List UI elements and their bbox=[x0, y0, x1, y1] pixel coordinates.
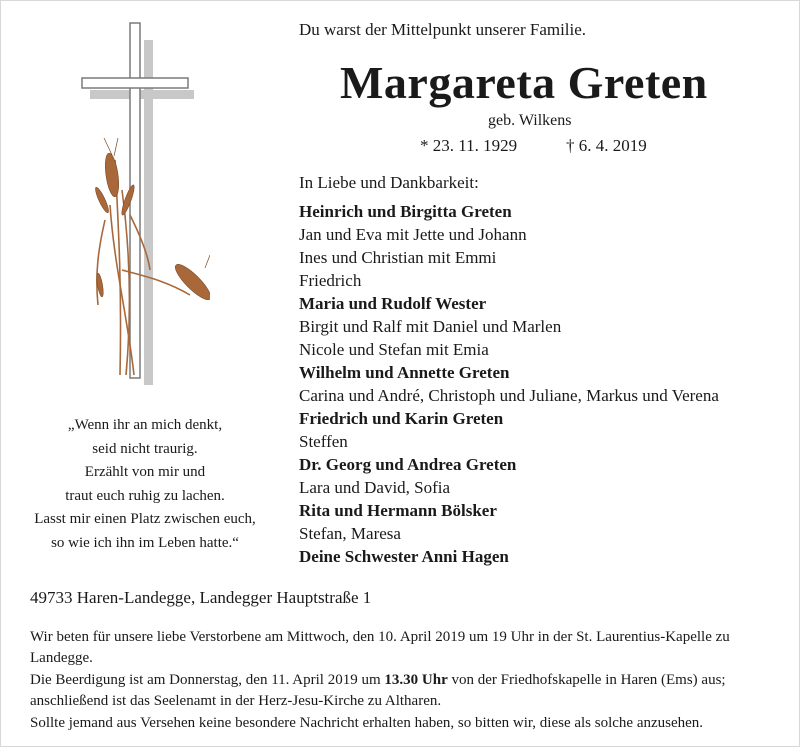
mourner-line: Ines und Christian mit Emmi bbox=[299, 248, 497, 267]
birth-date: * 23. 11. 1929 bbox=[420, 136, 518, 155]
poem bbox=[10, 414, 280, 555]
funeral-text-end: von der Friedhofskapelle in Haren (Ems) aus; anschließend ist das Seelenamt in der Herz-Jesu-Kirche zu Altharen. bbox=[30, 672, 726, 709]
funeral-time: 13.30 Uhr bbox=[384, 672, 448, 688]
mourner-line: Steffen bbox=[299, 432, 348, 451]
maiden-name: geb. Wilkens bbox=[488, 112, 572, 129]
closing-note: Sollte jemand aus Versehen keine besondere Nachricht erhalten haben, so bitten wir, diese als solche anzusehen. bbox=[30, 715, 704, 731]
address: 49733 Haren-Landegge, Landegger Hauptstraße 1 bbox=[30, 588, 372, 607]
poem-line: so wie ich ihn im Leben hatte.“ bbox=[51, 534, 239, 551]
mourner-line: Deine Schwester Anni Hagen bbox=[299, 547, 509, 566]
mourner-line: Maria und Rudolf Wester bbox=[299, 294, 487, 313]
poem-line: seid nicht traurig. bbox=[92, 440, 198, 457]
poem-line: traut euch ruhig zu lachen. bbox=[65, 487, 225, 504]
mourner-line: Carina und André, Christoph und Juliane, Markus und Verena bbox=[299, 386, 719, 405]
death-date: † 6. 4. 2019 bbox=[566, 136, 647, 155]
mourners-list bbox=[299, 200, 789, 568]
motto: Du warst der Mittelpunkt unserer Familie. bbox=[299, 20, 587, 39]
poem-line: Lasst mir einen Platz zwischen euch, bbox=[34, 511, 256, 527]
service-notes bbox=[30, 627, 780, 736]
poem-line: „Wenn ihr an mich denkt, bbox=[67, 417, 223, 433]
mourner-line: Nicole und Stefan mit Emia bbox=[299, 340, 489, 359]
poem-line: Erzählt von mir und bbox=[84, 464, 206, 480]
funeral-note bbox=[30, 670, 780, 711]
cross-with-wheat-icon bbox=[70, 20, 210, 390]
mourner-line: Stefan, Maresa bbox=[299, 524, 401, 543]
mourners-intro: In Liebe und Dankbarkeit: bbox=[299, 173, 479, 192]
mourner-line: Friedrich bbox=[299, 271, 362, 290]
funeral-text-start: Die Beerdigung ist am Donnerstag, den 11. April 2019 um bbox=[30, 672, 385, 688]
mourner-line: Jan und Eva mit Jette und Johann bbox=[299, 225, 527, 244]
mourner-line: Friedrich und Karin Greten bbox=[299, 409, 504, 428]
mourner-line: Birgit und Ralf mit Daniel und Marlen bbox=[299, 317, 562, 336]
mourner-line: Rita und Hermann Bölsker bbox=[299, 501, 497, 520]
mourner-line: Wilhelm und Annette Greten bbox=[299, 363, 510, 382]
prayer-note: Wir beten für unsere liebe Verstorbene am Mittwoch, den 10. April 2019 um 19 Uhr in der St. Laurentius-Kapelle zu Landegge. bbox=[30, 629, 730, 666]
mourner-line: Heinrich und Birgitta Greten bbox=[299, 202, 512, 221]
mourner-line: Lara und David, Sofia bbox=[299, 478, 451, 497]
deceased-name: Margareta Greten bbox=[340, 57, 708, 108]
mourner-line: Dr. Georg und Andrea Greten bbox=[299, 455, 517, 474]
